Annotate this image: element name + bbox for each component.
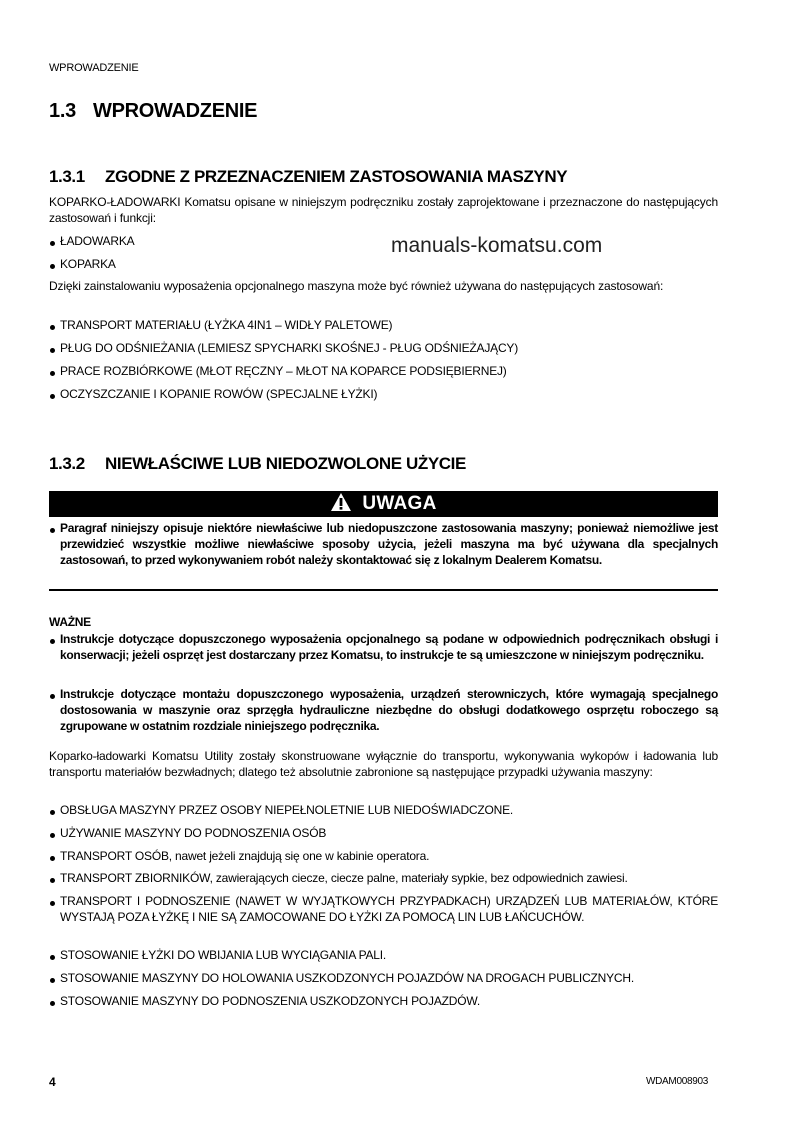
important-item: Instrukcje dotyczące dopuszczonego wyposażenia opcjonalnego są podane w odpowiednich podręcznikach obsługi i konserwacji; jeżeli osprzęt jest dostarczany przez Komatsu, to instrukcje te są umieszczone w niniejszym podręczniku. <box>49 631 718 663</box>
subsection-1-title <box>49 167 567 187</box>
prohibited-use-item: STOSOWANIE MASZYNY DO PODNOSZENIA USZKODZONYCH POJAZDÓW. <box>49 993 718 1009</box>
warning-banner <box>49 491 718 517</box>
warning-triangle-icon <box>330 492 352 517</box>
subsection-2-number: 1.3.2 <box>49 454 85 473</box>
subsection-1-number: 1.3.1 <box>49 167 85 186</box>
section-title <box>49 100 257 123</box>
prohibited-use-item: OBSŁUGA MASZYNY PRZEZ OSOBY NIEPEŁNOLETNIE LUB NIEDOŚWIADCZONE. <box>49 802 718 818</box>
important-item: Instrukcje dotyczące montażu dopuszczonego wyposażenia, urządzeń sterowniczych, które wymagają specjalnego dostosowania w maszynie oraz sprzęgła hydrauliczne niezbędne do obsługi dodatkowego osprzętu roboczego są zgrupowane w ostatnim rozdziale niniejszego podręcznika. <box>49 686 718 734</box>
warning-text: Paragraf niniejszy opisuje niektóre niewłaściwe lub niedopuszczone zastosowania maszyny; ponieważ niemożliwe jest przewidzieć wszystkie możliwe niewłaściwe sposoby użycia, jeżeli maszyna ma być używana dla specjalnych zastosowań, to przed wykonywaniem robót należy skontaktować się z lokalnym Dealerem Komatsu. <box>49 520 718 568</box>
optional-use-item: OCZYSZCZANIE I KOPANIE ROWÓW (SPECJALNE ŁYŻKI) <box>49 386 718 402</box>
prohibited-use-item: TRANSPORT I PODNOSZENIE (NAWET W WYJĄTKOWYCH PRZYPADKACH) URZĄDZEŃ LUB MATERIAŁÓW, KTÓRE WYSTAJĄ POZA ŁYŻKĘ I NIE SĄ ZAMOCOWANE DO ŁYŻKI ZA POMOCĄ LIN LUB ŁAŃCUCHÓW. <box>49 893 718 925</box>
warning-label: UWAGA <box>362 493 437 514</box>
optional-intro-paragraph: Dzięki zainstalowaniu wyposażenia opcjonalnego maszyna może być również używana do następujących zastosowań: <box>49 279 664 293</box>
primary-use-item: ŁADOWARKA <box>49 233 718 249</box>
watermark: manuals-komatsu.com <box>391 234 603 257</box>
optional-use-item: PRACE ROZBIÓRKOWE (MŁOT RĘCZNY – MŁOT NA KOPARCE PODSIĘBIERNEJ) <box>49 363 718 379</box>
warning-bottom-rule <box>49 589 718 591</box>
page-number: 4 <box>49 1075 56 1089</box>
section-title-text: WPROWADZENIE <box>93 100 258 122</box>
optional-use-item: PŁUG DO ODŚNIEŻANIA (LEMIESZ SPYCHARKI SKOŚNEJ - PŁUG ODŚNIEŻAJĄCY) <box>49 340 718 356</box>
prohibited-intro-paragraph: Koparko-ładowarki Komatsu Utility zostały skonstruowane wyłącznie do transportu, wykonywania wykopów i ładowania lub transportu materiałów bezwładnych; dlatego też absolutnie zabronione są następujące przypadki używania maszyny: <box>49 749 718 779</box>
running-head: WPROWADZENIE <box>49 62 139 74</box>
intro-paragraph: KOPARKO-ŁADOWARKI Komatsu opisane w niniejszym podręczniku zostały zaprojektowane i przeznaczone do następujących zastosowań i funkcji: <box>49 195 718 225</box>
subsection-1-title-text: ZGODNE Z PRZEZNACZENIEM ZASTOSOWANIA MASZYNY <box>105 167 568 186</box>
prohibited-use-item: UŻYWANIE MASZYNY DO PODNOSZENIA OSÓB <box>49 825 718 841</box>
document-code: WDAM008903 <box>646 1076 709 1087</box>
primary-use-item: KOPARKA <box>49 256 718 272</box>
optional-use-item: TRANSPORT MATERIAŁU (ŁYŻKA 4IN1 – WIDŁY PALETOWE) <box>49 317 718 333</box>
prohibited-use-item: TRANSPORT ZBIORNIKÓW, zawierających ciecze, ciecze palne, materiały sypkie, bez odpowiednich zawiesi. <box>49 870 718 886</box>
subsection-2-title-text: NIEWŁAŚCIWE LUB NIEDOZWOLONE UŻYCIE <box>105 454 466 473</box>
prohibited-use-item: STOSOWANIE MASZYNY DO HOLOWANIA USZKODZONYCH POJAZDÓW NA DROGACH PUBLICZNYCH. <box>49 970 718 986</box>
section-number: 1.3 <box>49 100 76 122</box>
important-label: WAŻNE <box>49 615 91 629</box>
subsection-2-title <box>49 454 466 474</box>
prohibited-use-item: STOSOWANIE ŁYŻKI DO WBIJANIA LUB WYCIĄGANIA PALI. <box>49 947 718 963</box>
prohibited-use-item: TRANSPORT OSÓB, nawet jeżeli znajdują się one w kabinie operatora. <box>49 848 718 864</box>
